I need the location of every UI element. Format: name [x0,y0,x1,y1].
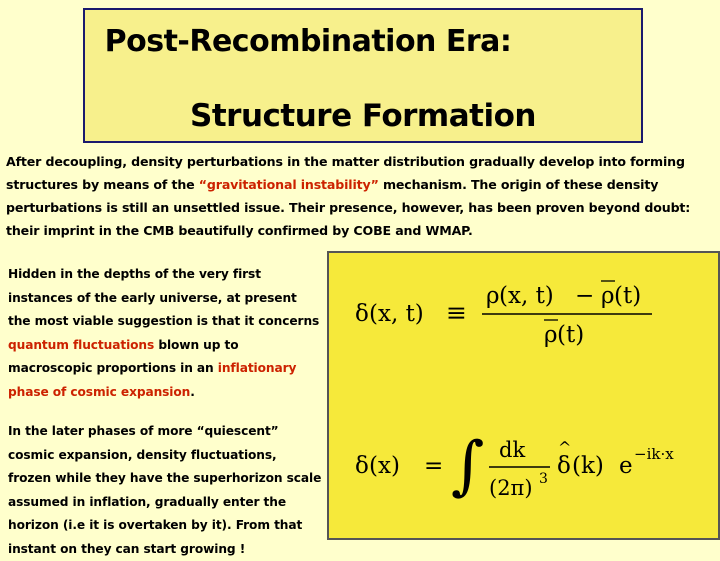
eq2-k-arg: (k) [572,453,604,479]
hat-accent-icon: ^ [558,438,572,457]
slide-title-line-1: Post-Recombination Era: [104,24,512,59]
dk-numerator: dk [499,438,526,462]
para1-text-3: . [190,384,195,399]
intro-text-2: mechanism. The origin of these density perturbations is still an unsettled issue. Their presence, however, has been proven beyond doubt: their imprint in the CMB beautifully confirmed by COBE and WMAP. [6,177,691,238]
eq1-num-args-2: (t) [614,283,642,309]
cube-exponent: 3 [539,471,548,487]
intro-paragraph [6,150,714,242]
two-pi-denominator: (2π) [489,476,533,500]
title-box [83,8,643,143]
delta-symbol: δ [355,301,369,327]
eq1-lhs-args: (x, t) [369,301,424,327]
equiv-symbol: ≡ [446,298,467,327]
eq1-num-args: (x, t) [499,283,554,309]
paragraph-growth: In the later phases of more “quiescent” cosmic expansion, density fluctuations, frozen while they have the superhorizon scale assumed in inflation, gradually enter the horizon (i.e it is overtaken by it). From that instant on they can start growing ! [8,424,322,556]
para1-text-2: blown up to macroscopic proportions in an [8,337,239,375]
exp-base: e [619,453,633,479]
left-column [8,263,323,561]
density-contrast-equation [329,257,718,377]
paragraph-origin [8,263,323,404]
exp-power: −ik·x [634,445,674,463]
equation-panel [327,251,720,540]
rho-bar-symbol: ρ [601,283,615,309]
rho-symbol: ρ [486,283,500,309]
integral-symbol: ∫ [451,429,485,503]
para1-highlight-1: quantum fluctuations [8,337,155,352]
eq2-lhs-args: (x) [369,453,400,479]
para1-text-1: Hidden in the depths of the very first instances of the early universe, at present the most viable suggestion is that it concerns [8,267,320,328]
eq1-den-args: (t) [557,322,585,348]
rho-bar-denominator: ρ [544,322,558,348]
delta-symbol-2: δ [355,453,369,479]
intro-highlight: “gravitational instability” [198,177,379,192]
minus-symbol: − [575,283,595,309]
delta-hat-symbol: δ [557,453,571,479]
intro-text-1: After decoupling, density perturbations in the matter distribution gradually develop into forming structures by means of the [6,154,685,192]
equals-symbol: = [424,453,444,479]
slide-title-line-2: Structure Formation [190,98,536,134]
fourier-expansion-equation [329,401,718,531]
para1-highlight-2: inflationary phase of cosmic expansion [8,361,297,399]
